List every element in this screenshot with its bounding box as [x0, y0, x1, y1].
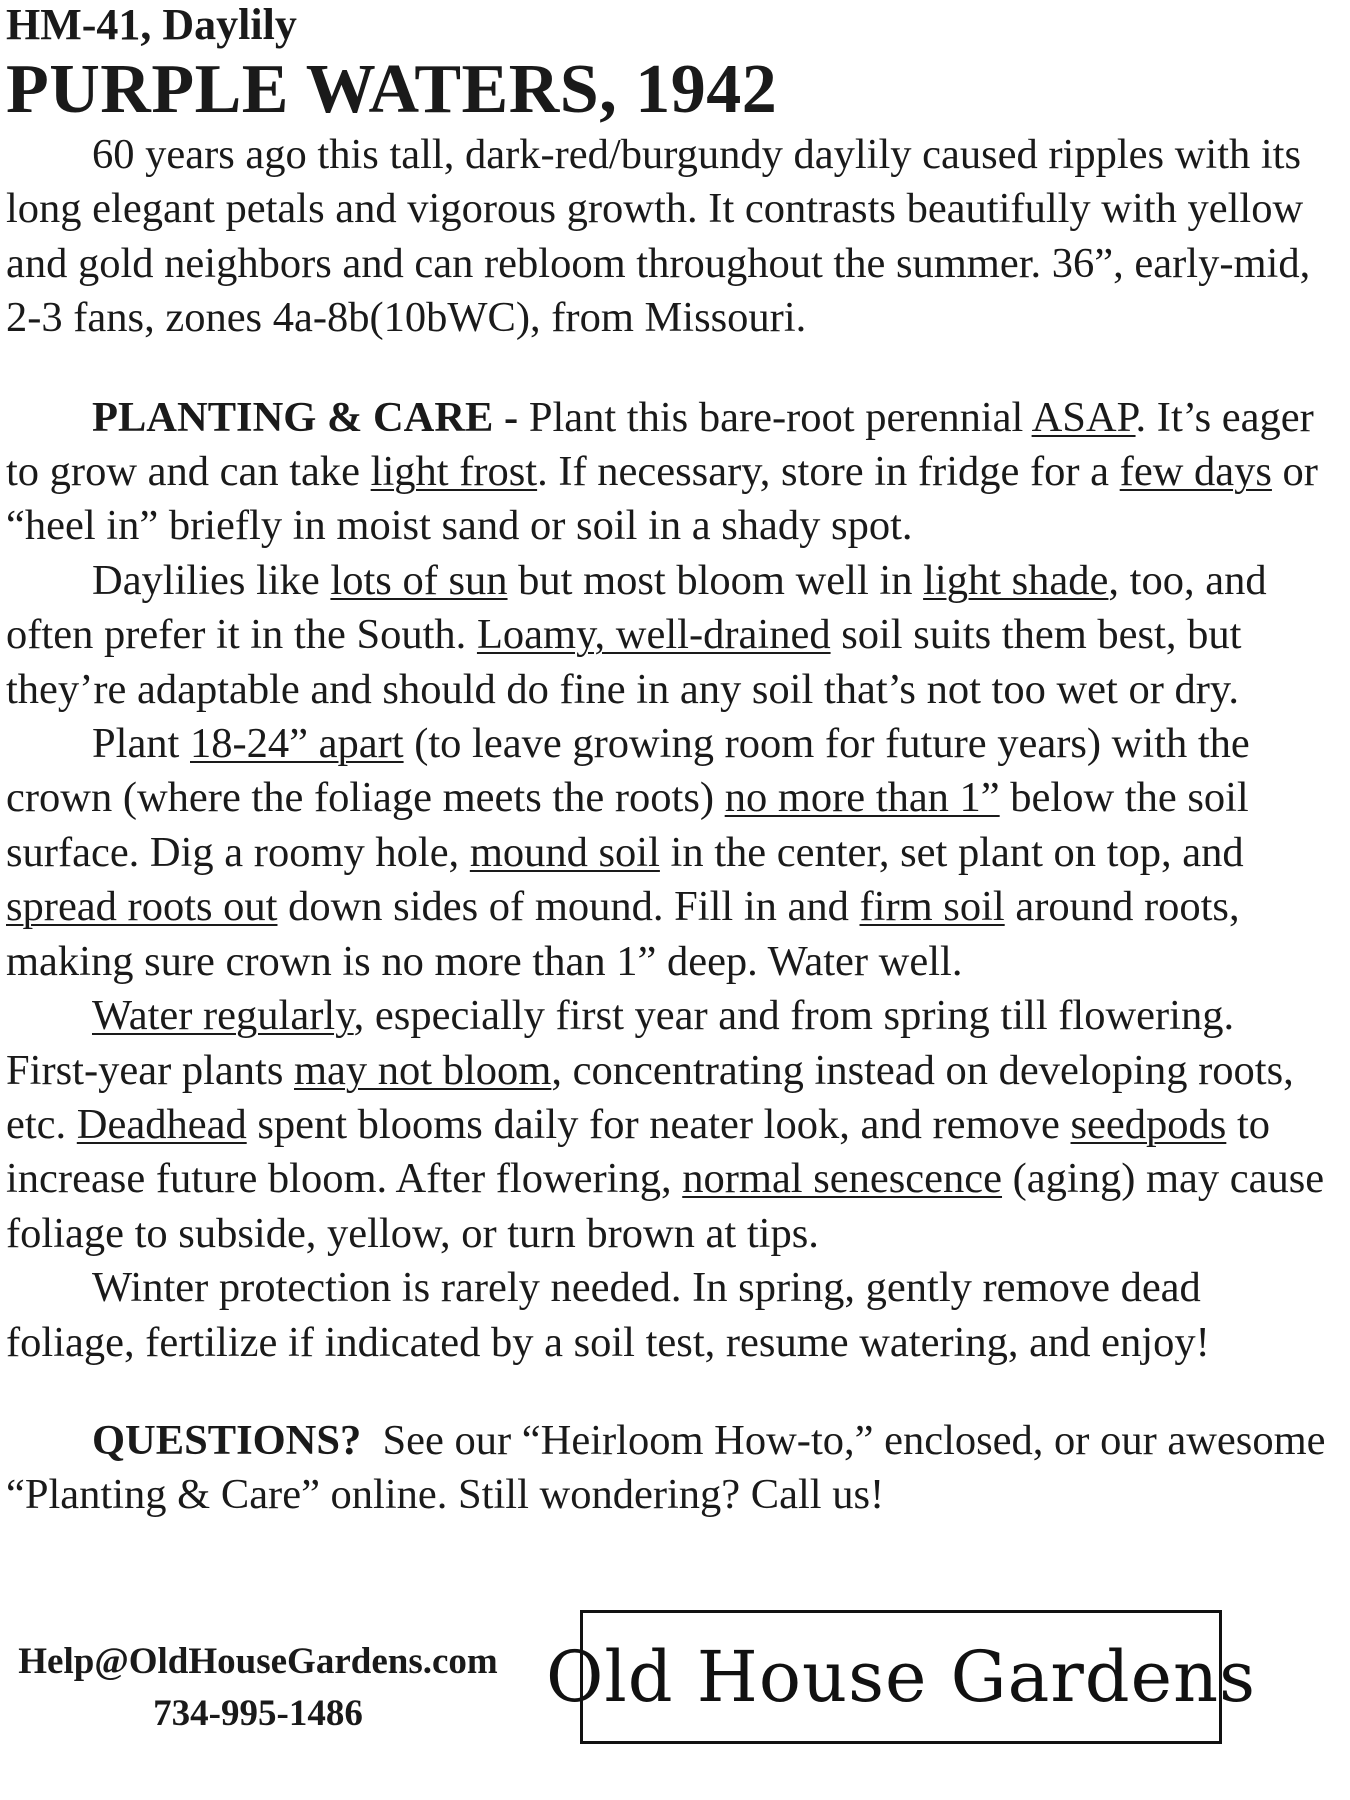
underlined-phrase: Water regularly [92, 992, 354, 1040]
underlined-phrase: few days [1119, 448, 1272, 496]
underlined-phrase: light shade [923, 556, 1109, 604]
planting-paragraph-5: Winter protection is rarely needed. In spring, gently remove dead foliage, fertilize if indicated by a soil test, resume watering, and enjoy! [6, 1264, 1210, 1366]
contact-email[interactable]: Help@OldHouseGardens.com [18, 1641, 498, 1682]
underlined-phrase: lots of sun [330, 556, 508, 604]
text-run: . If necessary, store in fridge for a [537, 448, 1120, 496]
company-logo [545, 1610, 1257, 1744]
text-run: . It’s eager to grow and can take [6, 393, 1314, 496]
underlined-phrase: Loamy, well-drained [476, 611, 831, 659]
logo-wordmark: Old House Gardens [545, 1636, 1257, 1718]
planting-paragraph-3 [6, 717, 1336, 989]
text-run: See our “Heirloom How-to,” enclosed, or our awesome “Planting & Care” online. Still wondering? Call us! [6, 1416, 1337, 1519]
underlined-phrase: firm soil [859, 883, 1005, 931]
contact-block [10, 1636, 506, 1740]
text-run: soil suits them best, but they’re adaptable and should do fine in any soil that’s not too wet or dry. [6, 611, 1242, 713]
questions-paragraph [6, 1414, 1336, 1523]
underlined-phrase: no more than 1” [724, 774, 1000, 822]
underlined-phrase: seedpods [1070, 1100, 1227, 1148]
instruction-sheet [6, 0, 1336, 1523]
text-run: to increase future bloom. After flowering, [6, 1100, 1271, 1203]
underlined-phrase: normal senescence [682, 1155, 1003, 1203]
underlined-phrase: ASAP [1031, 393, 1136, 441]
text-run: , too, and often prefer it in the South. [6, 556, 1267, 659]
underlined-phrase: light frost [370, 448, 538, 496]
product-code: HM-41, Daylily [6, 0, 297, 49]
underlined-phrase: Deadhead [76, 1100, 247, 1148]
text-run: Plant [92, 720, 190, 768]
text-run: Plant this bare-root perennial [518, 393, 1032, 441]
text-run: (to leave growing room for future years) with the crown (where the foliage meets the roots) [6, 720, 1250, 822]
text-run: but most bloom well in [507, 556, 924, 604]
contact-phone[interactable]: 734-995-1486 [153, 1693, 363, 1734]
underlined-phrase: mound soil [469, 828, 660, 876]
underlined-phrase: 18-24” apart [190, 720, 404, 768]
planting-paragraph-4 [6, 989, 1336, 1261]
text-run: Daylilies like [92, 556, 331, 604]
text-run: around roots, making sure crown is no more than 1” deep. Water well. [6, 883, 1240, 985]
text-run: spent blooms daily for neater look, and remove [246, 1100, 1071, 1148]
text-run: down sides of mound. Fill in and [277, 883, 860, 931]
text-run: , concentrating instead on developing roots, etc. [6, 1046, 1294, 1148]
text-run: , especially first year and from spring till flowering. First-year plants [6, 992, 1235, 1094]
text-run: in the center, set plant on top, and [659, 828, 1244, 876]
product-title: PURPLE WATERS, 1942 [6, 51, 778, 128]
text-run: (aging) may cause foliage to subside, yellow, or turn brown at tips. [6, 1155, 1325, 1257]
planting-paragraph-2 [6, 554, 1336, 717]
questions-heading: QUESTIONS? [92, 1416, 362, 1464]
planting-heading: PLANTING & CARE - [92, 393, 519, 441]
planting-paragraph-1 [6, 391, 1336, 554]
text-run: below the soil surface. Dig a roomy hole, [6, 774, 1249, 876]
underlined-phrase: may not bloom [294, 1046, 552, 1094]
text-run: or “heel in” briefly in moist sand or soil in a shady spot. [6, 448, 1318, 550]
underlined-phrase: spread roots out [6, 883, 278, 931]
intro-paragraph: 60 years ago this tall, dark-red/burgundy daylily caused ripples with its long elegant petals and vigorous growth. It contrasts beautifully with yellow and gold neighbors and can rebloom throughout the summer. 36”, early-mid, 2-3 fans, zones 4a-8b(10bWC), from Missouri. [6, 131, 1311, 342]
